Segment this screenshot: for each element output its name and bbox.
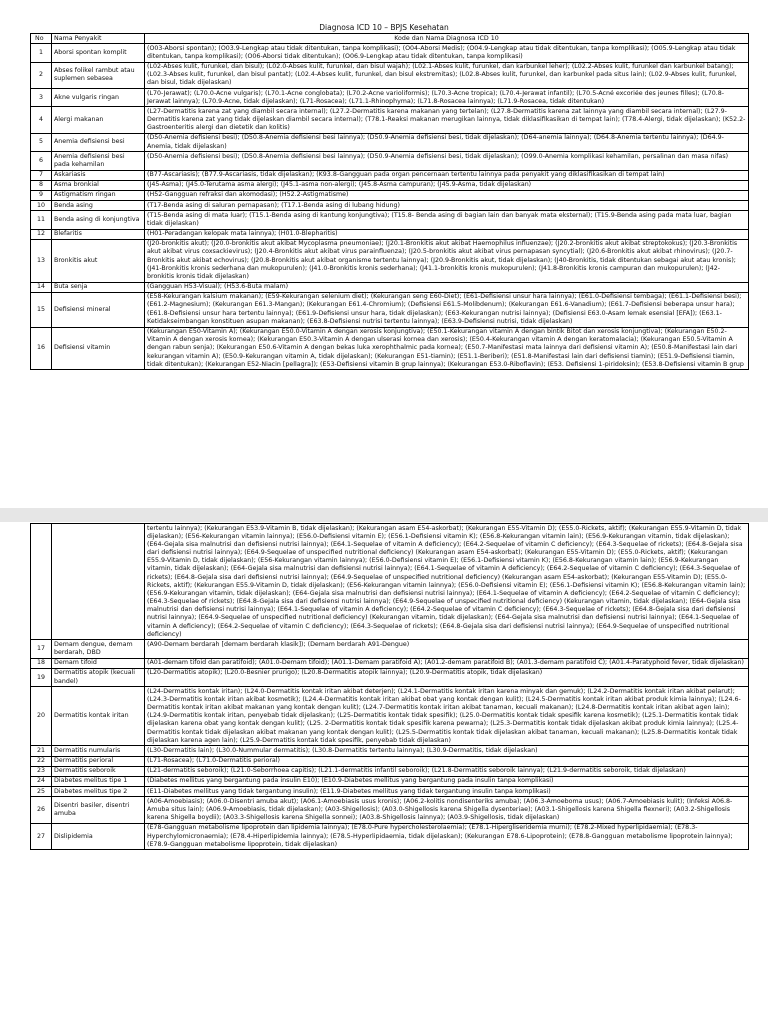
icd-codes: (L20-Dermatitis atopik); (L20.0-Besnier prurigo); (L20.8-Dermatitis atopik lainnya); (L20.9-Dermatitis atopik, tidak dijelaskan) — [145, 668, 749, 686]
disease-name: Benda asing — [52, 201, 145, 211]
row-number: 25 — [31, 787, 52, 797]
table-row — [31, 44, 749, 62]
row-number: 16 — [31, 327, 52, 370]
icd-codes: (D50-Anemia defisiensi besi); (D50.8-Anemia defisiensi besi lainnya); (D50.9-Anemia defisiensi besi, tidak dijelaskan); (D64-anemia lainnya); (D64.8-Anemia tertentu lainnya); (D64.9-Anemia, tidak dijelaskan) — [145, 133, 749, 151]
icd-codes: (Kekurangan E50-Vitamin A); (Kekurangan E50.0-Vitamin A dengan xerosis konjungtiva); (E50.1-Kekurangan vitamin A dengan bintik Bitot dan xerosis konjungtiva); (Kekurangan E50.2-Vitamin A dengan xerosis kornea); (Kekurangan E50.3-Vitamin A dengan ulserasi kornea dan xerosis); (E50.4-Kekurangan vitamin A dengan keratomalacia); (Kekurangan E50.5-Vitamin A dengan rabun senja); (Kekurangan E50.6-Vitamin A dengan bekas luka xerophthalmic pada kornea); (E50.7-Manifestasi mata lainnya dari defisiensi vitamin A); (E50.8-Manifestasi lain dari kekurangan vitamin A); (E50.9-Kekurangan vitamin A, tidak dijelaskan); (Kekurangan E51-tiamin); (E51.1-Beriberi); (E51.8-Manifestasi lain dari defisiensi tiamin); (E51.9-Defisiensi tiamin, tidak ditentukan); (Kekurangan E52-Niacin [pellagra]); (E53-Defisiensi vitamin B grup lainnya); (Kekurangan E53.0-Riboflavin); (E53. Defisiensi 1-piridoksin); (E53.8-Defisiensi vitamin B grup — [145, 327, 749, 370]
table-row — [31, 133, 749, 151]
header-no: No — [31, 34, 52, 44]
table-row — [31, 658, 749, 668]
disease-name: Alergi makanan — [52, 107, 145, 134]
table-row — [31, 282, 749, 292]
row-number: 7 — [31, 170, 52, 180]
table-row — [31, 180, 749, 190]
row-number: 12 — [31, 229, 52, 239]
row-number: 2 — [31, 62, 52, 89]
table-row — [31, 776, 749, 786]
row-number: 6 — [31, 152, 52, 170]
icd-table-part-1 — [30, 33, 749, 370]
disease-name: Defisiensi mineral — [52, 292, 145, 327]
disease-name: Dislipidemia — [52, 823, 145, 850]
row-number: 15 — [31, 292, 52, 327]
icd-codes: (J45-Asma); (J45.0-Terutama asma alergi); (J45.1-asma non-alergi); (J45.8-Asma campuran); (J45.9-Asma, tidak dijelaskan) — [145, 180, 749, 190]
icd-codes: (O03-Aborsi spontan); (O03.9-Lengkap atau tidak ditentukan, tanpa komplikasi); (O04-Aborsi Medis); (O04.9-Lengkap atau tidak ditentukan, tanpa komplikasi); (O05.9-Lengkap atau tidak ditentukan, tanpa komplikasi); (O06-Aborsi tidak ditentukan); (O06.9-Lengkap atau tidak ditentukan, tanpa komplikasi) — [145, 44, 749, 62]
disease-name: Dermatitis atopik (kecuali bandel) — [52, 668, 145, 686]
icd-codes: (H52-Gangguan refraksi dan akomodasi); (H52.2-Astigmatisme) — [145, 190, 749, 200]
icd-codes: (T15-Benda asing di mata luar); (T15.1-Benda asing di kantung konjungtiva); (T15.8- Benda asing di bagian lain dan banyak mata eksternal); (T15.9-Benda asing pada mata luar, bagian tidak dijelaskan) — [145, 211, 749, 229]
row-number: 24 — [31, 776, 52, 786]
disease-name: Askariasis — [52, 170, 145, 180]
row-number: 20 — [31, 687, 52, 746]
disease-name: Defisiensi vitamin — [52, 327, 145, 370]
icd-codes: (T17-Benda asing di saluran pernapasan); (T17.1-Benda asing di lubang hidung) — [145, 201, 749, 211]
icd-codes: (B77-Ascariasis); (B77.9-Ascariasis, tidak dijelaskan); (K93.8-Gangguan pada organ pencernaan tertentu lainnya pada penyakit yang diklasifikasikan di tempat lain) — [145, 170, 749, 180]
icd-codes: (A90-Demam berdarah [demam berdarah klasik]); (Demam berdarah A91-Dengue) — [145, 640, 749, 658]
table-row — [31, 229, 749, 239]
disease-name: Dermatitis perioral — [52, 756, 145, 766]
icd-codes: (Diabetes mellitus yang bergantung pada insulin E10); (E10.9-Diabetes mellitus yang bergantung pada insulin tanpa komplikasi) — [145, 776, 749, 786]
icd-codes: (D50-Anemia defisiensi besi); (D50.8-Anemia defisiensi besi lainnya); (D50.9-Anemia defisiensi besi, tidak dijelaskan); (O99.0-Anemia komplikasi kehamilan, persalinan dan masa nifas) — [145, 152, 749, 170]
table-row — [31, 190, 749, 200]
disease-name: Benda asing di konjungtiva — [52, 211, 145, 229]
disease-name: Abses folikel rambut atau suplemen sebasea — [52, 62, 145, 89]
disease-name: Anemia defisiensi besi pada kehamilan — [52, 152, 145, 170]
disease-name: Demam tifoid — [52, 658, 145, 668]
row-number: 27 — [31, 823, 52, 850]
header-disease-name: Nama Penyakit — [52, 34, 145, 44]
table-body — [31, 524, 749, 850]
row-number: 19 — [31, 668, 52, 686]
row-number: 9 — [31, 190, 52, 200]
table-row — [31, 211, 749, 229]
icd-codes: (L70-Jerawat); (L70.0-Acne vulgaris); (L70.1-Acne conglobata); (L70.2-Acne varioliformis); (L70.3-Acne tropica); (L70.4-Jerawat infantil); (L70.5-Acné excoriée des jeunes filles); (L70.8-Jerawat lainnya); (L70.9-Acne, tidak dijelaskan); (L71-Rosacea); (L71.1-Rhinophyma); (L71.8-Rosacea lainnya); (L71.9-Rosacea, tidak ditentukan) — [145, 89, 749, 107]
disease-name: Anemia defisiensi besi — [52, 133, 145, 151]
icd-codes: (J20-bronkitis akut); (J20.0-bronkitis akut akibat Mycoplasma pneumoniae); (J20.1-Bronkitis akut akibat Haemophilus influenzae); (J20.2-bronkitis akut akibat streptokokus); (J20.3-Bronkitis akut akibat virus coxsackievirus); (J20.4-Bronkitis akut akibat virus parainfluenza); (J20.5-bronkitis akut akibat virus pernapasan syncytial); (J20.6-Bronkitis akut akibat rhinovirus); (J20.7-Bronkitis akut akibat echovirus); (J20.8-Bronkitis akut akibat organisme tertentu lainnya); (J20.9-Bronkitis akut, tidak dijelaskan); (J40-Bronkitis, tidak ditentukan sebagai akut atau kronis); (J41-Bronkitis kronis sederhana dan mukopurulen); (J41.0-Bronkitis kronis sederhana); (J41.1-bronkitis kronis mukopurulen); (J41.8-Bronkitis kronis campuran dan mukopurulen); (J42-bronkitis kronis tidak dijelaskan) — [145, 239, 749, 282]
row-number: 22 — [31, 756, 52, 766]
page-2 — [0, 522, 768, 1024]
table-row — [31, 668, 749, 686]
table-row — [31, 107, 749, 134]
icd-codes: (L02-Abses kulit, furunkel, dan bisul); (L02.0-Abses kulit, furunkel, dan bisul wajah); (L02.1-Abses kulit, furunkel, dan karbunkel leher); (L02.2-Abses kulit, furunkel dan karbunkel batang); (L02.3-Abses kulit, furunkel, dan bisul pantat); (L02.4-Abses kulit, furunkel, dan bisul ekstremitas); (L02.8-Abses kulit, furunkel, dan karbunkel pada situs lain); (L02.9-Abses kulit, furunkel, dan bisul, tidak dijelaskan) — [145, 62, 749, 89]
disease-name: Asma bronkial — [52, 180, 145, 190]
disease-name: Bronkitis akut — [52, 239, 145, 282]
table-row — [31, 640, 749, 658]
table-row — [31, 152, 749, 170]
page-separator — [0, 508, 768, 522]
table-row — [31, 201, 749, 211]
table-row — [31, 524, 749, 640]
row-number: 18 — [31, 658, 52, 668]
icd-codes: (E11-Diabetes mellitus yang tidak tergantung insulin); (E11.9-Diabetes mellitus yang tidak tergantung insulin tanpa komplikasi) — [145, 787, 749, 797]
disease-name: Astigmatism ringan — [52, 190, 145, 200]
icd-codes: (H01-Peradangan kelopak mata lainnya); (H01.0-Blepharitis) — [145, 229, 749, 239]
header-icd-codes: Kode dan Nama Diagnosa ICD 10 — [145, 34, 749, 44]
row-number: 23 — [31, 766, 52, 776]
document-title: Diagnosa ICD 10 – BPJS Kesehatan — [319, 23, 449, 32]
disease-name: Dermatitis kontak iritan — [52, 687, 145, 746]
icd-codes: (L27-Dermatitis karena zat yang diambil secara internal); (L27.2-Dermatitis karena makanan yang tertelan); (L27.8-Dermatitis karena zat lainnya yang diambil secara internal); (L27.9-Dermatitis karena zat yang tidak dijelaskan diambil secara internal); (T78.1-Reaksi makanan merugikan lainnya, tidak diklasifikasikan di tempat lain); (T78.4-Alergi, tidak dijelaskan); (K52.2-Gastroenteritis alergi dan dietetik dan kolitis) — [145, 107, 749, 134]
table-row — [31, 89, 749, 107]
table-row — [31, 746, 749, 756]
disease-name: Buta senja — [52, 282, 145, 292]
table-row — [31, 327, 749, 370]
table-row — [31, 797, 749, 824]
icd-codes: (E78-Gangguan metabolisme lipoprotein dan lipidemia lainnya); (E78.0-Pure hypercholesterolaemia); (E78.1-Hipergliseridemia murni); (E78.2-Mixed hyperlipidaemia); (E78.3-Hyperchylomicronaemia); (E78.4-Hiperlipidemia lainnya); (E78.5-Hyperlipidaemia, tidak dijelaskan); (Kekurangan E78.6-Lipoprotein); (E78.8-Gangguan metabolisme lipoprotein lainnya); (E78.9-Gangguan metabolisme lipoprotein, tidak dijelaskan) — [145, 823, 749, 850]
disease-name: Aborsi spontan komplit — [52, 44, 145, 62]
icd-codes: (L21-dermatitis seboroik); (L21.0-Seborrhoea capitis); (L21.1-dermatitis infantil seboroik); (L21.8-Dermatitis seboroik lainnya); (L21.9-dermatitis seboroik, tidak dijelaskan) — [145, 766, 749, 776]
icd-codes: (E58-Kekurangan kalsium makanan); (E59-Kekurangan selenium diet); (Kekurangan seng E60-Diet); (E61-Defisiensi unsur hara lainnya); (E61.0-Defisiensi tembaga); (E61.1-Defisiensi besi); (E61.2-Magnesium); (Kekurangan E61.3-Mangan); (Kekurangan E61.4-Chromium); (Defisiensi E61.5-Molibdenum); (Kekurangan E61.6-Vanadium); (E61.7-Defisiensi beberapa unsur hara); (E61.8-Defisiensi unsur hara tertentu lainnya); (E61.9-Defisiensi unsur hara, tidak dijelaskan); (E63-Kekurangan nutrisi lainnya); (Defisiensi E63.0-Asam lemak esensial [EFA]); (E63.1-Ketidakseimbangan konstituen asupan makanan); (E63.8-Defisiensi nutrisi tertentu lainnya); (E63.9-Defisiensi nutrisi, tidak dijelaskan) — [145, 292, 749, 327]
disease-name: Akne vulgaris ringan — [52, 89, 145, 107]
disease-name: Dermatitis seboroik — [52, 766, 145, 776]
icd-codes: (A06-Amoebiasis); (A06.0-Disentri amuba akut); (A06.1-Amoebiasis usus kronis); (A06.2-kolitis nondisenteriks amuba); (A06.3-Amoeboma usus); (A06.7-Amoebiasis kulit); (Infeksi A06.8-Amuba situs lain); (A06.9-Amoebiasis, tidak dijelaskan); (A03-Shigellosis); (A03.0-Shigellosis karena Shigella dysenteriae); (A03.1-Shigellosis karena Shigella flexneri); (A03.2-Shigellosis karena Shigella boydii); (A03.3-Shigellosis karena Shigella sonnei); (A03.8-Shigellosis lainnya); (A03.9-Shigellosis, tidak dijelaskan) — [145, 797, 749, 824]
row-number: 11 — [31, 211, 52, 229]
row-number — [31, 524, 52, 640]
row-number: 1 — [31, 44, 52, 62]
icd-codes: (Gangguan H53-Visual); (H53.6-Buta malam) — [145, 282, 749, 292]
table-row — [31, 687, 749, 746]
icd-codes: tertentu lainnya); (Kekurangan E53.9-Vitamin B, tidak dijelaskan); (Kekurangan asam E54-askorbat); (Kekurangan E55-Vitamin D); (E55.0-Rickets, aktif); (Kekurangan E55.9-Vitamin D, tidak dijelaskan); (E56-Kekurangan vitamin lainnya); (E56.0-Defisiensi vitamin E); (E56.1-Defisiensi vitamin K); (E56.8-Kekurangan vitamin lain); (E56.9-Kekurangan vitamin, tidak dijelaskan); (E64-Gejala sisa malnutrisi dan defisiensi nutrisi lainnya); (E64.1-Sequelae of vitamin A deficiency); (E64.2-Sequelae of vitamin C deficiency); (E64.3-Sequelae of rickets); (E64.8-Gejala sisa dari defisiensi nutrisi lainnya); (E64.9-Sequelae of unspecified nutritional deficiency) (Kekurangan asam E54-askorbat); (Kekurangan E55-Vitamin D); (E55.0-Rickets, aktif); (Kekurangan E55.9-Vitamin D, tidak dijelaskan); (E56-Kekurangan vitamin lainnya); (E56.0-Defisiensi vitamin E); (E56.1-Defisiensi vitamin K); (E56.8-Kekurangan vitamin lain); (E56.9-Kekurangan vitamin, tidak dijelaskan); (E64-Gejala sisa malnutrisi dan defisiensi nutrisi lainnya); (E64.1-Sequelae of vitamin A deficiency); (E64.2-Sequelae of vitamin C deficiency); (E64.3-Sequelae of rickets); (E64.8-Gejala sisa dari defisiensi nutrisi lainnya); (E64.9-Sequelae of unspecified nutritional deficiency) (Kekurangan asam E54-askorbat); (Kekurangan E55-Vitamin D); (E55.0-Rickets, aktif); (Kekurangan E55.9-Vitamin D, tidak dijelaskan); (E56-Kekurangan vitamin lainnya); (E56.0-Defisiensi vitamin E); (E56.1-Defisiensi vitamin K); (E56.8-Kekurangan vitamin lain); (E56.9-Kekurangan vitamin, tidak dijelaskan); (E64-Gejala sisa malnutrisi dan defisiensi nutrisi lainnya); (E64.1-Sequelae of vitamin A deficiency); (E64.2-Sequelae of vitamin C deficiency); (E64.3-Sequelae of rickets); (E64.8-Gejala sisa dari defisiensi nutrisi lainnya); (E64.9-Sequelae of unspecified nutritional deficiency) (Kekurangan vitamin, tidak dijelaskan); (E64-Gejala sisa malnutrisi dan defisiensi nutrisi lainnya); (E64.1-Sequelae of vitamin A deficiency); (E64.2-Sequelae of vitamin C deficiency); (E64.3-Sequelae of rickets); (E64.8-Gejala sisa dari defisiensi nutrisi lainnya); (E64.9-Sequelae of unspecified nutritional deficiency) (Kekurangan vitamin, tidak dijelaskan); (E64-Gejala sisa malnutrisi dan defisiensi nutrisi lainnya); (E64.1-Sequelae of vitamin A deficiency); (E64.2-Sequelae of vitamin C deficiency); (E64.3-Sequelae of rickets); (E64.8-Gejala sisa dari defisiensi nutrisi lainnya); (E64.9-Sequelae of unspecified nutritional deficiency) — [145, 524, 749, 640]
row-number: 10 — [31, 201, 52, 211]
table-row — [31, 823, 749, 850]
icd-codes: (L30-Dermatitis lain); (L30.0-Nummular dermatitis); (L30.8-Dermatitis tertentu lainnya); (L30.9-Dermatitis, tidak dijelaskan) — [145, 746, 749, 756]
row-number: 21 — [31, 746, 52, 756]
disease-name: Diabetes melitus tipe 1 — [52, 776, 145, 786]
table-row — [31, 292, 749, 327]
row-number: 5 — [31, 133, 52, 151]
disease-name: Dermatitis numularis — [52, 746, 145, 756]
table-row — [31, 239, 749, 282]
icd-codes: (L71-Rosacea); (L71.0-Dermatitis perioral) — [145, 756, 749, 766]
row-number: 26 — [31, 797, 52, 824]
disease-name: Diabetes melitus tipe 2 — [52, 787, 145, 797]
icd-table-part-2 — [30, 523, 749, 850]
disease-name — [52, 524, 145, 640]
table-row — [31, 787, 749, 797]
table-body — [31, 44, 749, 370]
page-1 — [0, 0, 768, 508]
icd-codes: (L24-Dermatitis kontak iritan); (L24.0-Dermatitis kontak iritan akibat deterjen); (L24.1-Dermatitis kontak iritan karena minyak dan gemuk); (L24.2-Dermatitis kontak iritan akibat pelarut); (L24.3-Dermatitis kontak iritan akibat kosmetik); (L24.4-Dermatitis kontak iritan akibat obat yang kontak dengan kulit); (L24.5-Dermatitis kontak iritan akibat produk kimia lainnya); (L24.6-Dermatitis kontak iritan akibat makanan yang kontak dengan kulit); (L24.7-Dermatitis kontak iritan akibat tanaman, kecuali makanan); (L24.8-Dermatitis kontak iritan akibat agen lain); (L24.9-Dermatitis kontak iritan, penyebab tidak dijelaskan); (L25-Dermatitis kontak tidak spesifik); (L25.0-Dermatitis kontak tidak spesifik karena kosmetik); (L25.1-Dermatitis kontak tidak dijelaskan karena obat yang kontak dengan kulit); (L25. 2-Dermatitis kontak tidak spesifik karena pewarna); (L25.3-Dermatitis kontak tidak dijelaskan akibat produk kimia lainnya); (L25.4-Dermatitis kontak tidak dijelaskan akibat makanan yang kontak dengan kulit); (L25.5-Dermatitis kontak tidak dijelaskan akibat tanaman, kecuali makanan); (L25.8-Dermatitis kontak tidak dijelaskan karena agen lain); (L25.9-Dermatitis kontak tidak spesifik, penyebab tidak dijelaskan) — [145, 687, 749, 746]
row-number: 4 — [31, 107, 52, 134]
table-row — [31, 62, 749, 89]
table-row — [31, 170, 749, 180]
disease-name: Blefaritis — [52, 229, 145, 239]
row-number: 13 — [31, 239, 52, 282]
row-number: 3 — [31, 89, 52, 107]
table-row — [31, 756, 749, 766]
icd-codes: (A01-demam tifoid dan paratifoid); (A01.0-Demam tifoid); (A01.1-Demam paratifoid A); (A01.2-demam paratifoid B); (A01.3-demam paratifoid C); (A01.4-Paratyphoid fever, tidak dijelaskan) — [145, 658, 749, 668]
row-number: 8 — [31, 180, 52, 190]
table-row — [31, 766, 749, 776]
row-number: 17 — [31, 640, 52, 658]
table-header-row — [31, 34, 749, 44]
disease-name: Demam dengue, demam berdarah, DBD — [52, 640, 145, 658]
row-number: 14 — [31, 282, 52, 292]
disease-name: Disentri basiler, disentri amuba — [52, 797, 145, 824]
